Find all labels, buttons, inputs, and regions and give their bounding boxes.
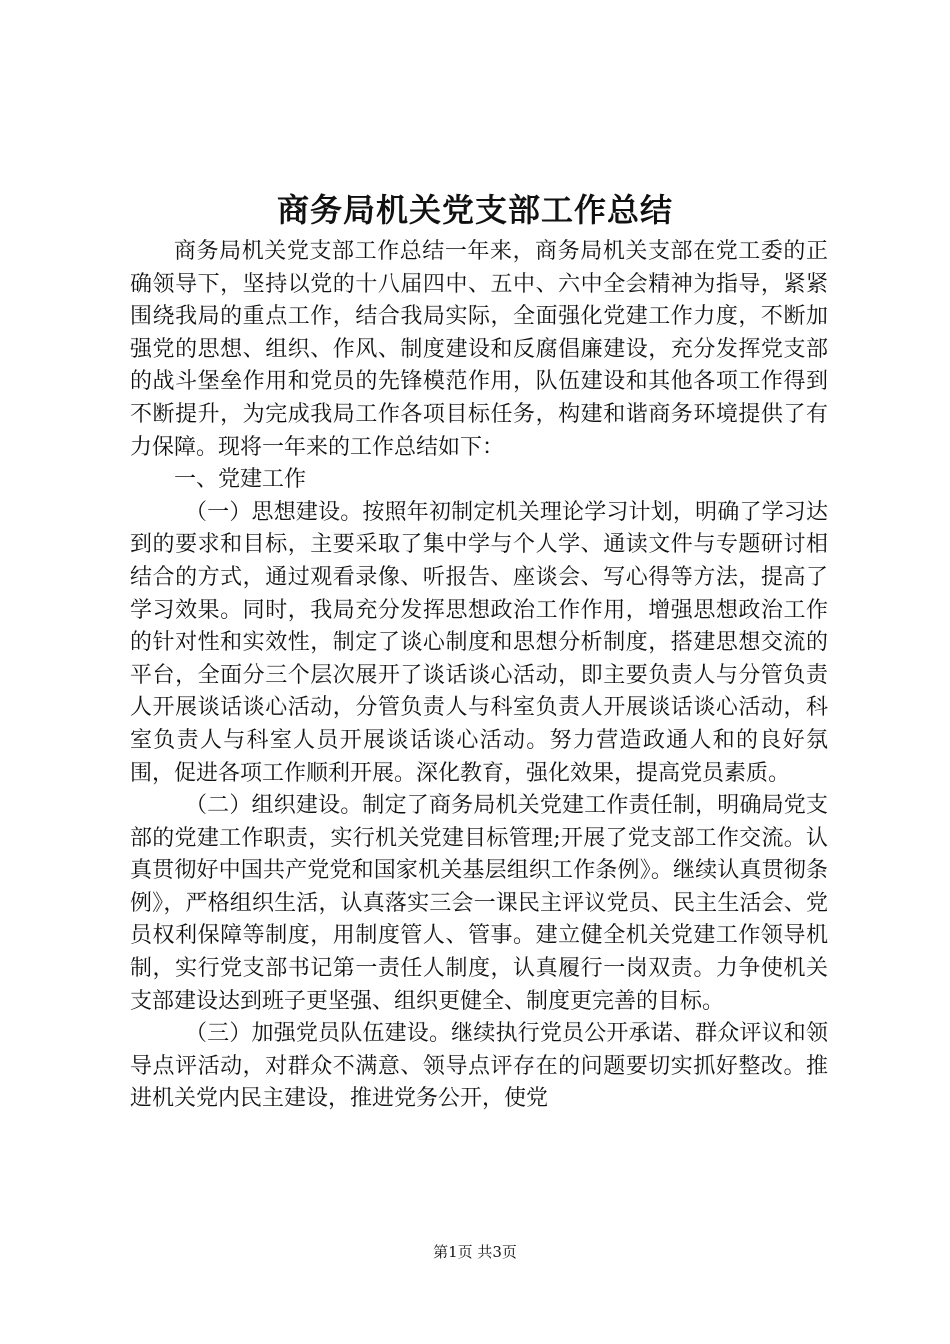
- intro-paragraph: 商务局机关党支部工作总结一年来，商务局机关支部在党工委的正确领导下，坚持以党的十八届四中、五中、六中全会精神为指导，紧紧围绕我局的重点工作，结合我局实际，全面强化党建工作力度，不断加强党的思想、组织、作风、制度建设和反腐倡廉建设，充分发挥党支部的战斗堡垒作用和党员的先锋模范作用，队伍建设和其他各项工作得到不断提升，为完成我局工作各项目标任务，构建和谐商务环境提供了有力保障。现将一年来的工作总结如下：: [130, 239, 828, 460]
- section-heading-party-building: 一、党建工作: [174, 467, 307, 493]
- paragraph-member-team-building: （三）加强党员队伍建设。继续执行党员公开承诺、群众评议和领导点评活动，对群众不满意、领导点评存在的问题要切实抓好整改。推进机关党内民主建设，推进党务公开，使党: [130, 1021, 828, 1112]
- paragraph-organizational-building: （二）组织建设。制定了商务局机关党建工作责任制，明确局党支部的党建工作职责，实行机关党建目标管理;开展了党支部工作交流。认真贯彻好中国共产党党和国家机关基层组织工作条例》。继续认真贯彻条例》，严格组织生活，认真落实三会一课民主评议党员、民主生活会、党员权利保障等制度，用制度管人、管事。建立健全机关党建工作领导机制，实行党支部书记第一责任人制度，认真履行一岗双责。力争使机关支部建设达到班子更坚强、组织更健全、制度更完善的目标。: [130, 793, 828, 1014]
- paragraph-ideological-building: （一）思想建设。按照年初制定机关理论学习计划，明确了学习达到的要求和目标，主要采取了集中学与个人学、通读文件与专题研讨相结合的方式，通过观看录像、听报告、座谈会、写心得等方法，提高了学习效果。同时，我局充分发挥思想政治工作作用，增强思想政治工作的针对性和实效性，制定了谈心制度和思想分析制度，搭建思想交流的平台，全面分三个层次展开了谈话谈心活动，即主要负责人与分管负责人开展谈话谈心活动，分管负责人与科室负责人开展谈话谈心活动，科室负责人与科室人员开展谈话谈心活动。努力营造政通人和的良好氛围，促进各项工作顺利开展。深化教育，强化效果，提高党员素质。: [130, 499, 828, 786]
- page-number-footer: 第1页 共3页: [433, 1243, 517, 1261]
- page-title: 商务局机关党支部工作总结: [276, 191, 673, 229]
- document-body: [130, 236, 828, 1116]
